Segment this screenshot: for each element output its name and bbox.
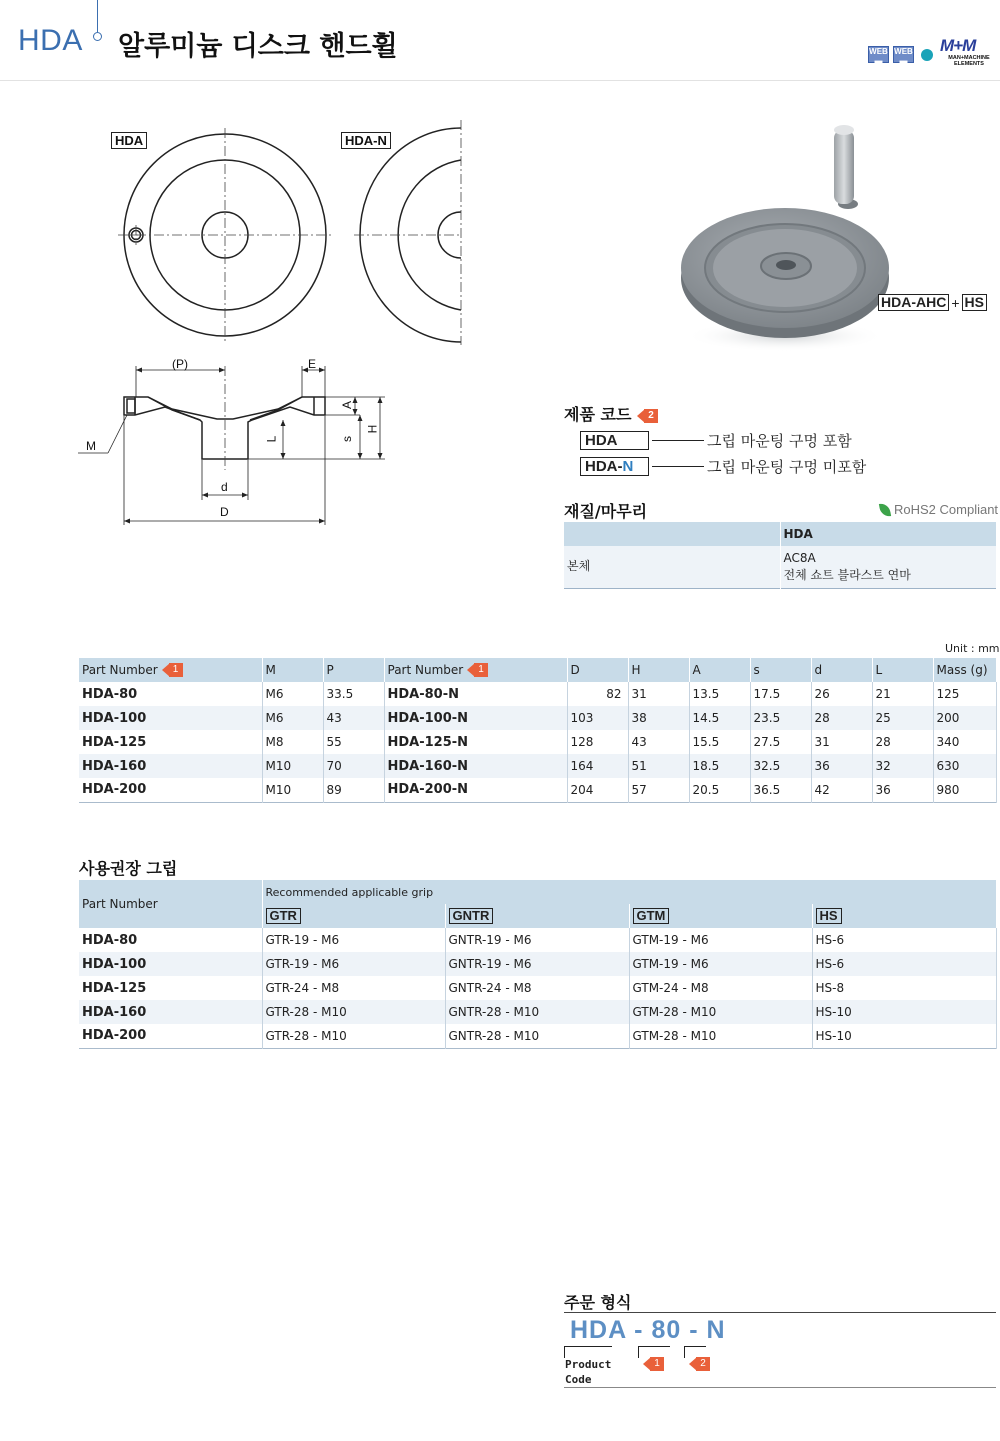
table-cell: GTR-19 - M6 — [262, 952, 445, 976]
table-cell: HDA-100 — [79, 952, 262, 976]
badge-1-icon: 1 — [643, 1357, 665, 1371]
badge-2-icon: 2 — [637, 409, 659, 423]
grip-col-header: GTR — [262, 904, 445, 928]
table-cell: 164 — [567, 754, 628, 778]
dim-label-m: M — [86, 439, 96, 453]
col-header: s — [750, 658, 811, 682]
col-header: M — [262, 658, 323, 682]
header-accent-dot — [93, 32, 102, 41]
grip-col-header: HS — [812, 904, 996, 928]
photo-tag-hs: HS — [962, 294, 987, 311]
photo-tag — [878, 294, 987, 311]
table-cell: 128 — [567, 730, 628, 754]
photo-tag-plus: + — [951, 294, 960, 311]
order-divider — [564, 1312, 996, 1313]
product-code-desc: 그립 마운팅 구멍 미포함 — [707, 458, 867, 476]
table-cell: 18.5 — [689, 754, 750, 778]
brand-logo: M+M — [940, 36, 976, 55]
table-cell: 980 — [933, 778, 996, 802]
table-row — [79, 682, 996, 706]
table-cell: 23.5 — [750, 706, 811, 730]
table-cell: 27.5 — [750, 730, 811, 754]
table-cell: HDA-200-N — [384, 778, 567, 802]
leader-line — [652, 466, 704, 467]
table-cell: 25 — [872, 706, 933, 730]
table-cell: GTM-19 - M6 — [629, 928, 812, 952]
dim-label-l: L — [264, 435, 279, 443]
table-cell: HDA-80 — [79, 928, 262, 952]
table-cell: 42 — [811, 778, 872, 802]
col-header: H — [628, 658, 689, 682]
grip-col-header: GTM — [629, 904, 812, 928]
product-code-row — [580, 456, 866, 477]
grip-section-title: 사용권장 그립 — [79, 859, 178, 878]
table-row — [79, 928, 996, 952]
col-header: L — [872, 658, 933, 682]
table-cell: 204 — [567, 778, 628, 802]
order-format-title: 주문 형식 — [564, 1293, 632, 1312]
view-label-hda: HDA — [111, 132, 147, 149]
page-title: 알루미늄 디스크 핸드휠 — [118, 31, 398, 62]
rohs-badge: RoHS2 Compliant — [880, 502, 998, 517]
table-cell: GNTR-24 - M8 — [445, 976, 629, 1000]
table-cell: GNTR-28 - M10 — [445, 1000, 629, 1024]
table-cell: HS-10 — [812, 1000, 996, 1024]
material-table — [564, 522, 997, 589]
table-cell: 33.5 — [323, 682, 384, 706]
badge-1-icon: 1 — [162, 663, 184, 677]
table-cell: 630 — [933, 754, 996, 778]
table-cell: HDA-125-N — [384, 730, 567, 754]
col-header: P — [323, 658, 384, 682]
table-cell: GNTR-28 - M10 — [445, 1024, 629, 1048]
spec-header-row — [79, 658, 996, 682]
header-divider — [0, 80, 1000, 81]
material-row-label: 본체 — [564, 546, 780, 588]
web-badge-icon[interactable]: WEB ▬ — [869, 47, 888, 65]
header-accent-line — [97, 0, 98, 32]
table-cell: 21 — [872, 682, 933, 706]
table-cell: HDA-80 — [79, 682, 262, 706]
badge-1-icon: 1 — [467, 663, 489, 677]
table-cell: M6 — [262, 706, 323, 730]
spec-table — [79, 658, 997, 803]
product-code-row — [580, 430, 852, 451]
table-row — [79, 778, 996, 802]
material-value: AC8A 전체 쇼트 블라스트 연마 — [780, 546, 996, 588]
material-title: 재질/마무리 — [564, 502, 648, 521]
col-header: Part Number 1 — [79, 658, 262, 682]
table-row — [79, 706, 996, 730]
table-cell: HDA-80-N — [384, 682, 567, 706]
badge-2-icon: 2 — [689, 1357, 711, 1371]
table-cell: 13.5 — [689, 682, 750, 706]
table-cell: HDA-100-N — [384, 706, 567, 730]
leader-line — [652, 440, 704, 441]
table-cell: M10 — [262, 754, 323, 778]
dim-label-s: s — [340, 436, 354, 442]
order-label-product-code: Product Code — [565, 1358, 612, 1386]
table-cell: 43 — [323, 706, 384, 730]
dim-label-d-large: D — [220, 505, 229, 519]
table-cell: M6 — [262, 682, 323, 706]
unit-label: Unit : mm — [945, 642, 1000, 655]
table-cell: 20.5 — [689, 778, 750, 802]
col-header: Mass (g) — [933, 658, 996, 682]
grip-pn-header: Part Number — [79, 880, 262, 928]
table-cell: 43 — [628, 730, 689, 754]
table-cell: 38 — [628, 706, 689, 730]
table-cell: 55 — [323, 730, 384, 754]
table-cell: 36 — [872, 778, 933, 802]
table-cell: GTM-28 - M10 — [629, 1000, 812, 1024]
table-cell: M8 — [262, 730, 323, 754]
table-cell: 340 — [933, 730, 996, 754]
table-cell: GTR-19 - M6 — [262, 928, 445, 952]
dim-label-h: H — [365, 424, 380, 434]
table-cell: 36 — [811, 754, 872, 778]
dim-label-e: E — [308, 357, 317, 371]
table-cell: 82 — [567, 682, 628, 706]
table-cell: HDA-200 — [79, 778, 262, 802]
technical-drawing — [70, 115, 470, 535]
table-cell: GTM-24 - M8 — [629, 976, 812, 1000]
grip-col-header: GNTR — [445, 904, 629, 928]
table-cell: HDA-200 — [79, 1024, 262, 1048]
dim-label-d-small: d — [221, 480, 228, 494]
table-cell: HDA-160 — [79, 1000, 262, 1024]
product-series-code: HDA — [18, 24, 83, 57]
table-cell: 32.5 — [750, 754, 811, 778]
table-row — [79, 730, 996, 754]
brand-logo-text: MAN+MACHINE ELEMENTS — [948, 55, 990, 67]
web-badge-icon[interactable]: WEB ▬ — [894, 47, 913, 65]
table-cell: 14.5 — [689, 706, 750, 730]
grip-group-header: Recommended applicable grip — [262, 880, 996, 904]
leaf-icon — [879, 502, 891, 518]
brand-logo-area — [868, 36, 996, 66]
table-row — [79, 976, 996, 1000]
table-row — [79, 952, 996, 976]
photo-tag-ahc: HDA-AHC — [878, 294, 949, 311]
table-cell: 28 — [811, 706, 872, 730]
table-cell: M10 — [262, 778, 323, 802]
table-cell: 51 — [628, 754, 689, 778]
table-cell: 200 — [933, 706, 996, 730]
col-header: A — [689, 658, 750, 682]
order-bottom-divider — [564, 1387, 996, 1388]
product-photo — [670, 118, 900, 358]
table-cell: 103 — [567, 706, 628, 730]
table-cell: HS-8 — [812, 976, 996, 1000]
table-cell: HDA-125 — [79, 976, 262, 1000]
table-cell: 70 — [323, 754, 384, 778]
order-example-code: HDA - 80 - N — [570, 1316, 726, 1344]
table-cell: HDA-125 — [79, 730, 262, 754]
dim-label-a: A — [340, 400, 355, 410]
table-cell: GTR-28 - M10 — [262, 1000, 445, 1024]
table-cell: 125 — [933, 682, 996, 706]
grip-table — [79, 880, 997, 1049]
material-header: HDA — [780, 522, 996, 546]
table-cell: GNTR-19 - M6 — [445, 928, 629, 952]
col-header: d — [811, 658, 872, 682]
table-cell: 17.5 — [750, 682, 811, 706]
table-row — [79, 1024, 996, 1048]
table-cell: HS-10 — [812, 1024, 996, 1048]
table-cell: HDA-160-N — [384, 754, 567, 778]
col-header: Part Number 1 — [384, 658, 567, 682]
table-cell: HS-6 — [812, 952, 996, 976]
product-code-box: HDA — [580, 431, 649, 450]
table-cell: HDA-100 — [79, 706, 262, 730]
drop-icon — [921, 49, 933, 61]
material-header-empty — [564, 522, 780, 546]
product-code-title: 제품 코드 2 — [564, 402, 659, 425]
table-cell: GNTR-19 - M6 — [445, 952, 629, 976]
table-cell: 28 — [872, 730, 933, 754]
dim-label-p: (P) — [172, 357, 188, 371]
drawing-section-profile — [124, 397, 325, 459]
table-cell: GTM-28 - M10 — [629, 1024, 812, 1048]
table-row — [79, 754, 996, 778]
table-cell: HS-6 — [812, 928, 996, 952]
table-cell: 15.5 — [689, 730, 750, 754]
table-cell: GTR-28 - M10 — [262, 1024, 445, 1048]
table-cell: 36.5 — [750, 778, 811, 802]
table-cell: 26 — [811, 682, 872, 706]
table-cell: GTR-24 - M8 — [262, 976, 445, 1000]
view-label-hda-n: HDA-N — [341, 132, 391, 149]
table-cell: HDA-160 — [79, 754, 262, 778]
product-code-desc: 그립 마운팅 구멍 포함 — [707, 432, 852, 450]
table-cell: 32 — [872, 754, 933, 778]
product-code-box: HDA-N — [580, 457, 649, 476]
table-row — [79, 1000, 996, 1024]
table-cell: 31 — [628, 682, 689, 706]
col-header: D — [567, 658, 628, 682]
table-cell: 57 — [628, 778, 689, 802]
table-cell: 89 — [323, 778, 384, 802]
table-cell: 31 — [811, 730, 872, 754]
table-cell: GTM-19 - M6 — [629, 952, 812, 976]
